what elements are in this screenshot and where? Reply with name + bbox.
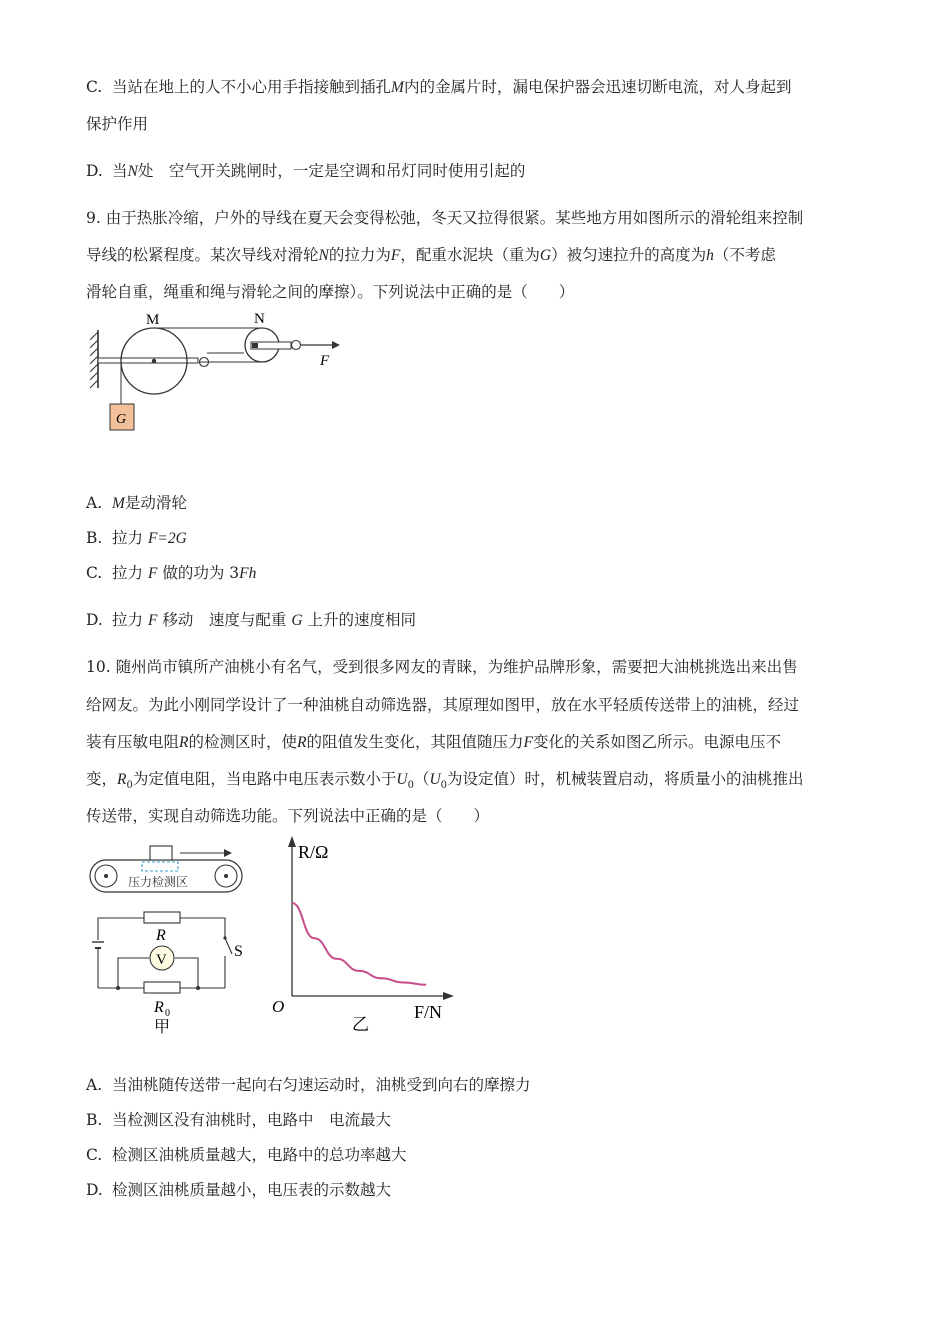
option-text: 拉力 (112, 611, 144, 629)
option-letter: D. (86, 611, 103, 629)
q10-stem-text: 为设定值）时，机械装置启动，将质量小的油桃推出 (447, 770, 804, 788)
q9-option-a (86, 492, 187, 515)
q9-stem-text: 滑轮自重，绳重和绳与滑轮之间的摩擦）。下列说法中正确的是（ ） (86, 283, 575, 301)
var-g: G (539, 247, 552, 264)
option-text: 当油桃随传送带一起向右匀速运动时，油桃受到向右的摩擦力 (112, 1076, 531, 1094)
q9-stem-text: 导线的松紧程度。某次导线对滑轮 (86, 246, 319, 264)
q10-figure-b-chart (268, 832, 463, 1037)
option-text: 检测区油桃质量越小，电压表的示数越大 (112, 1181, 392, 1199)
q10-option-a (86, 1074, 531, 1096)
q10-stem-text: 的阻值发生变化，其阻值随压力 (306, 733, 524, 751)
detection-zone (142, 862, 178, 871)
label-s: S (234, 943, 243, 960)
caption-yi: 乙 (352, 1015, 369, 1035)
label-g: G (116, 412, 127, 427)
formula: Fh (239, 565, 257, 582)
option-letter: B. (86, 529, 103, 547)
q10-stem-text: 传送带，实现自动筛选功能。下列说法中正确的是（ ） (86, 807, 490, 825)
belt-label: 压力检测区 (128, 875, 189, 889)
var-n: N (318, 247, 329, 264)
q8-option-c-cont (86, 113, 148, 135)
formula: F=2G (147, 530, 187, 547)
var-n: N (127, 163, 138, 180)
option-text: 处 空气开关跳闸时，一定是空调和吊灯同时使用引起的 (137, 162, 526, 180)
roller-axle-left (104, 874, 108, 878)
var-m: M (391, 79, 404, 96)
junction-right (196, 986, 200, 990)
option-letter: C. (86, 564, 103, 582)
var-u0: U (396, 771, 408, 788)
q10-stem-line-1 (86, 656, 798, 678)
peach-block (150, 846, 172, 860)
option-text: 保护作用 (86, 115, 149, 133)
option-letter: A. (86, 1076, 103, 1094)
subscript: 0 (440, 780, 448, 792)
q10-stem-text: （ (413, 770, 430, 788)
caption-jia: 甲 (154, 1017, 171, 1036)
label-m: M (146, 312, 160, 328)
force-arrow-head (332, 341, 340, 349)
q9-option-d (86, 609, 416, 632)
q8-option-c (86, 76, 791, 99)
label-r0: R (154, 999, 164, 1016)
q10-stem-text: 给网友。为此小刚同学设计了一种油桃自动筛选器，其原理如图甲，放在水平轻质传送带上的油桃，经过 (86, 696, 800, 714)
q9-stem-text: （不考虑 (713, 246, 776, 264)
var-f: F (523, 734, 533, 751)
q10-stem-text: 变化的关系如图乙所示。电源电压不 (532, 733, 781, 751)
resistor-r0 (144, 982, 180, 993)
option-text: 拉力 (112, 529, 144, 547)
axle-rod (98, 358, 198, 363)
x-axis-label: F/N (414, 1002, 443, 1022)
option-letter: B. (86, 1111, 103, 1129)
switch-pivot (223, 936, 226, 939)
option-text: 上升的速度相同 (307, 611, 416, 629)
x-axis-arrow (443, 992, 454, 1000)
option-text: 做的功为 3 (162, 564, 240, 582)
q10-stem-line-3 (86, 731, 781, 754)
q10-option-d (86, 1179, 391, 1201)
q10-stem-line-2 (86, 694, 799, 716)
q9-option-b (86, 527, 187, 550)
q10-stem-text: 的检测区时，使 (188, 733, 297, 751)
option-letter: D. (86, 1181, 103, 1199)
q8-option-d (86, 160, 525, 183)
option-text: 检测区油桃质量越大，电路中的总功率越大 (112, 1146, 407, 1164)
q10-stem-text: 变， (86, 770, 118, 788)
q10-option-c (86, 1144, 407, 1166)
var-r: R (297, 734, 307, 751)
option-text: 当检测区没有油桃时，电路中 电流最大 (112, 1111, 392, 1129)
subscript: 0 (407, 780, 414, 792)
q10-option-b (86, 1109, 391, 1131)
var-u0: U (429, 771, 441, 788)
q10-stem-line-4 (86, 768, 804, 797)
option-text: 当 (112, 162, 128, 180)
subscript: 0 (126, 780, 133, 792)
q9-stem-text: ，配重水泥块（重为 (400, 246, 540, 264)
option-letter: A. (86, 494, 103, 512)
option-text: 内的金属片时，漏电保护器会迅速切断电流，对人身起到 (403, 78, 792, 96)
option-letter: D. (86, 162, 103, 180)
q9-stem-text: ）被匀速拉升的高度为 (551, 246, 707, 264)
circuit-top-wire (98, 918, 144, 940)
label-n: N (254, 311, 265, 327)
q9-stem-text: 的拉力为 (328, 246, 391, 264)
var-g: G (291, 612, 303, 629)
pulley-n-axle (252, 343, 258, 348)
pulley-m-axle (152, 359, 156, 363)
wall-hatching (90, 332, 98, 388)
q9-stem-line-2 (86, 244, 776, 267)
roller-axle-right (224, 874, 228, 878)
label-v: V (156, 952, 167, 968)
q10-stem-line-5 (86, 805, 489, 827)
circuit-top-wire-right (180, 918, 225, 938)
var-h: h (706, 247, 714, 264)
q9-pulley-figure (84, 310, 354, 440)
label-r0-sub: 0 (165, 1008, 170, 1019)
q9-stem-text: 9. 由于热胀冷缩，户外的导线在夏天会变得松弛，冬天又拉得很紧。某些地方用如图所示的滑轮组来控制 (86, 209, 804, 227)
q9-option-c (86, 562, 256, 585)
r-f-curve (292, 903, 426, 985)
q10-stem-text: 为定值电阻，当电路中电压表示数小于 (132, 770, 397, 788)
q9-stem-line-1 (86, 207, 803, 229)
junction-left (116, 986, 120, 990)
hook-n (292, 341, 301, 350)
label-r: R (156, 927, 166, 944)
option-text: 拉力 (112, 564, 144, 582)
option-text: 当站在地上的人不小心用手指接触到插孔 (112, 78, 392, 96)
y-axis-arrow (288, 836, 296, 847)
q10-stem-text: 10. 随州尚市镇所产油桃小有名气，受到很多网友的青睐，为维护品牌形象，需要把大油桃挑选出来出售 (86, 658, 798, 676)
y-axis-label: R/Ω (298, 842, 329, 862)
option-text: 移动 速度与配重 (162, 611, 287, 629)
var-r0: R (117, 771, 127, 788)
option-text: 是动滑轮 (124, 494, 187, 512)
var-m: M (112, 495, 125, 512)
motion-arrow-head (224, 849, 232, 857)
switch-s (225, 938, 232, 954)
q10-figure-a (84, 838, 259, 1038)
origin-label: O (272, 997, 285, 1016)
var-f: F (390, 247, 401, 264)
option-letter: C. (86, 78, 103, 96)
resistor-r (144, 912, 180, 923)
var-f: F (147, 565, 158, 582)
q9-stem-line-3 (86, 281, 574, 303)
var-f: F (147, 612, 158, 629)
label-f: F (320, 353, 330, 369)
option-letter: C. (86, 1146, 103, 1164)
q10-stem-text: 装有压敏电阻 (86, 733, 180, 751)
var-r: R (179, 734, 189, 751)
